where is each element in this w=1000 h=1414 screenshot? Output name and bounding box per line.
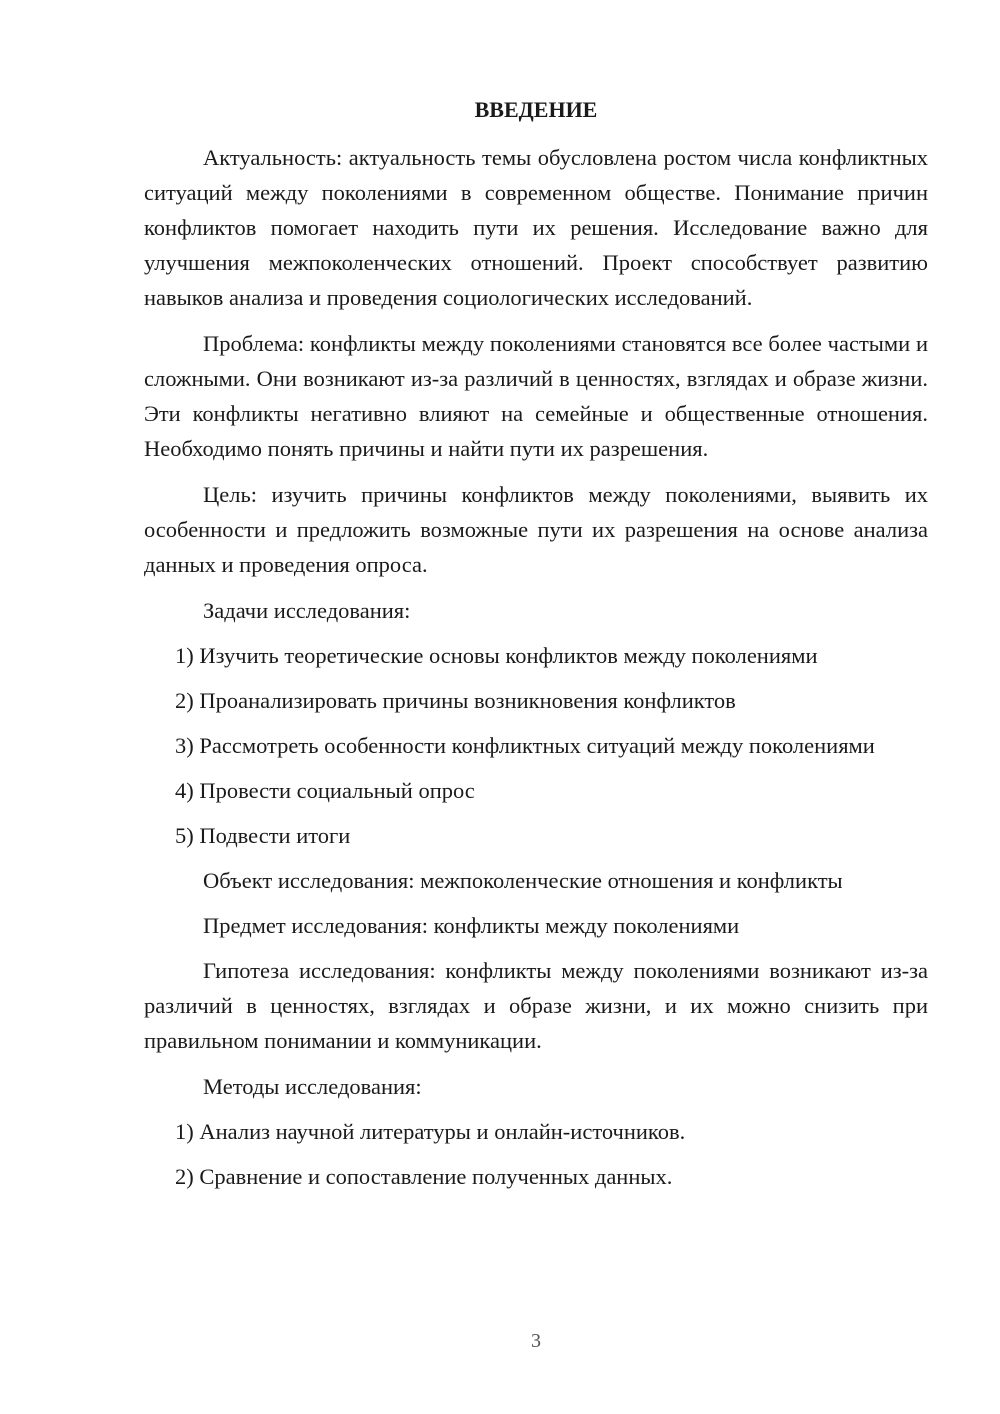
task-item-5: 5) Подвести итоги: [175, 823, 351, 848]
task-item-3: 3) Рассмотреть особенности конфликтных ситуаций между поколениями: [175, 733, 875, 758]
methods-heading: Методы исследования:: [203, 1074, 422, 1099]
relevance-paragraph: Актуальность: актуальность темы обусловлена ростом числа конфликтных ситуаций между поколениями в современном обществе. Понимание причин конфликтов помогает находить пути их решения. Исследование важно для улучшения межпоколенческих отношений. Проект способствует развитию навыков анализа и проведения социологических исследований.: [144, 145, 928, 310]
research-object: Объект исследования: межпоколенческие отношения и конфликты: [203, 868, 843, 893]
goal-paragraph: Цель: изучить причины конфликтов между поколениями, выявить их особенности и предложить возможные пути их разрешения на основе анализа данных и проведения опроса.: [144, 482, 928, 577]
method-item-1: 1) Анализ научной литературы и онлайн-источников.: [175, 1119, 686, 1144]
task-item-4: 4) Провести социальный опрос: [175, 778, 475, 803]
problem-paragraph: Проблема: конфликты между поколениями становятся все более частыми и сложными. Они возникают из-за различий в ценностях, взглядах и образе жизни. Эти конфликты негативно влияют на семейные и общественные отношения. Необходимо понять причины и найти пути их разрешения.: [144, 331, 928, 461]
hypothesis-paragraph: Гипотеза исследования: конфликты между поколениями возникают из-за различий в ценностях, взглядах и образе жизни, и их можно снизить при правильном понимании и коммуникации.: [144, 958, 928, 1053]
task-item-1: 1) Изучить теоретические основы конфликтов между поколениями: [175, 643, 818, 668]
section-title: ВВЕДЕНИЕ: [474, 97, 598, 122]
research-subject: Предмет исследования: конфликты между поколениями: [203, 913, 740, 938]
page-number: 3: [531, 1330, 541, 1352]
document-page: [144, 92, 928, 1204]
task-item-2: 2) Проанализировать причины возникновения конфликтов: [175, 688, 736, 713]
tasks-heading: Задачи исследования:: [203, 598, 411, 623]
method-item-2: 2) Сравнение и сопоставление полученных данных.: [175, 1164, 673, 1189]
